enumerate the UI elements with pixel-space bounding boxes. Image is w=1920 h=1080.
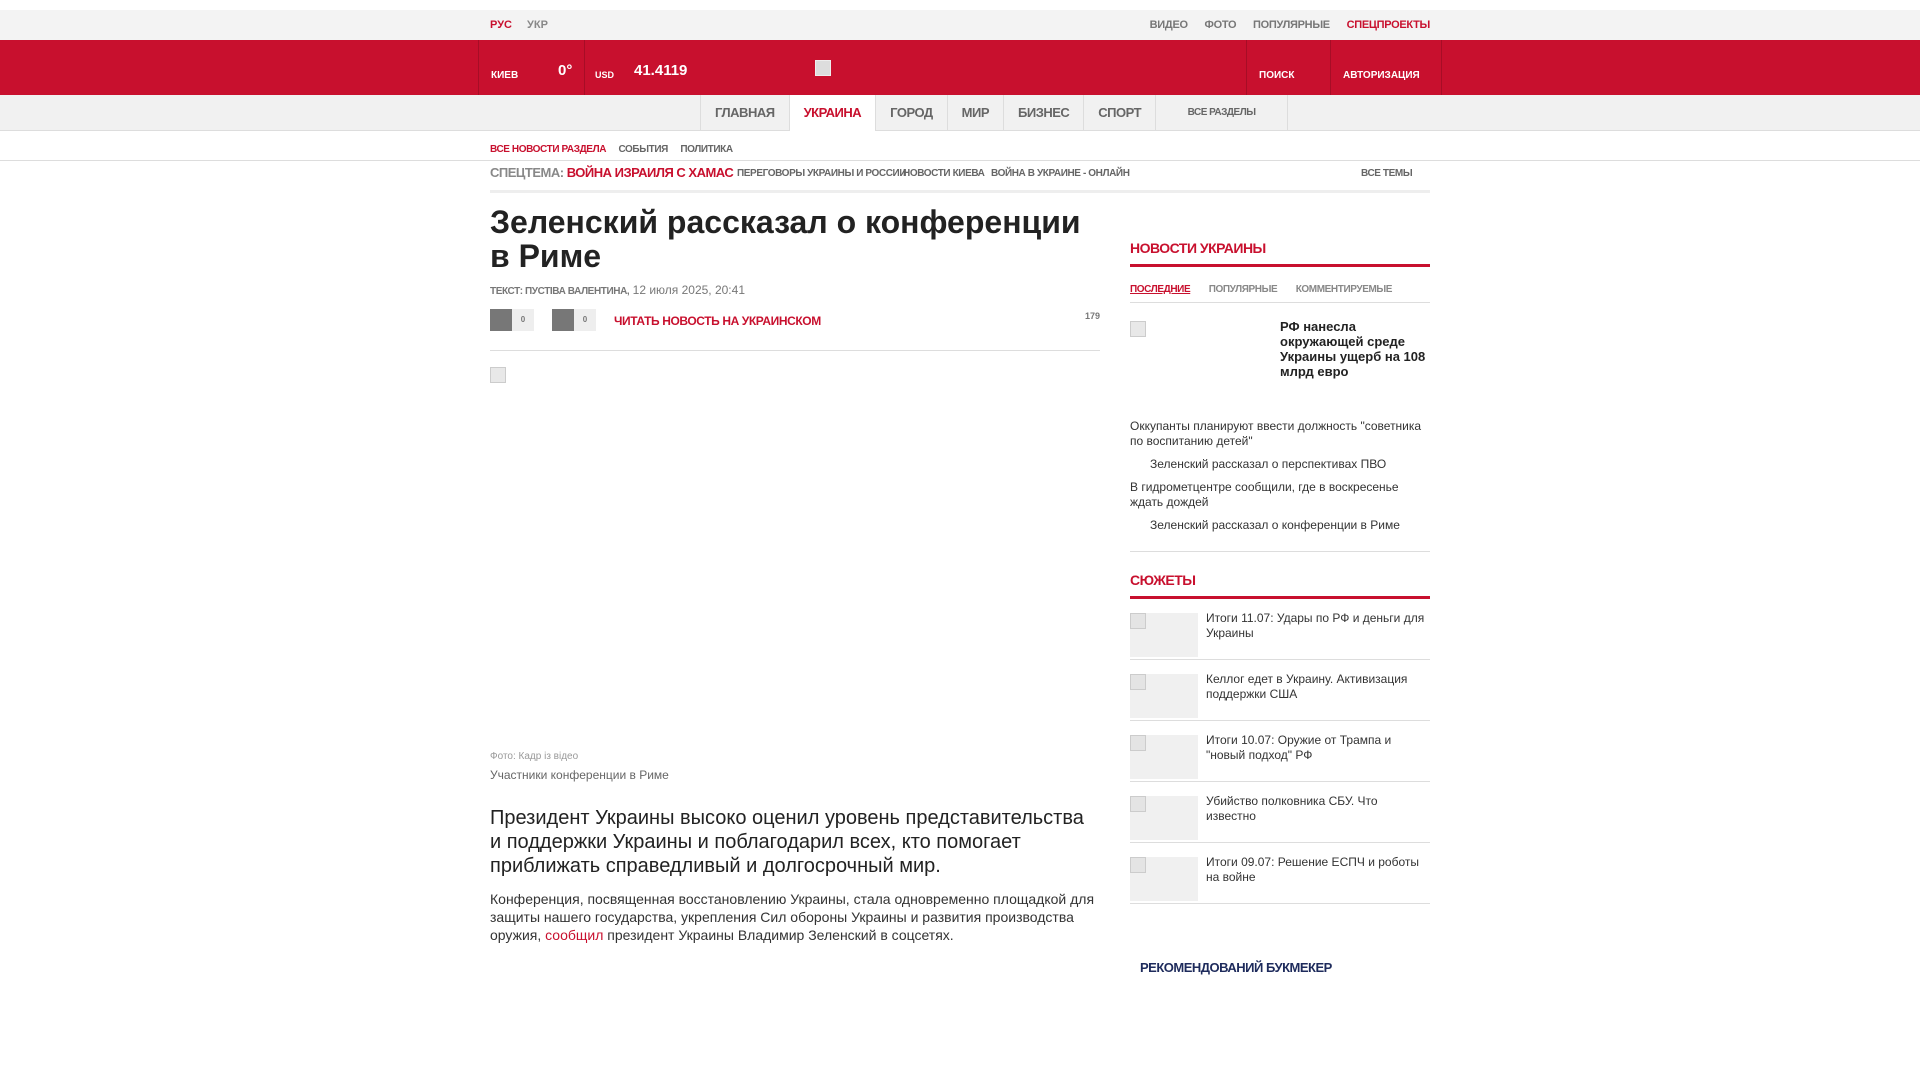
- story-item[interactable]: [1130, 599, 1430, 660]
- stories-section-title[interactable]: СЮЖЕТЫ: [1130, 572, 1430, 599]
- currency-code[interactable]: USD: [584, 40, 624, 95]
- article-title: Зеленский рассказал о конференции в Риме: [490, 204, 1081, 274]
- nav-world[interactable]: МИР: [947, 95, 1003, 131]
- bookmaker-title: РЕКОМЕНДОВАНИЙ БУКМЕКЕР: [1140, 960, 1332, 975]
- story-title[interactable]: Убийство полковника СБУ. Что известно: [1206, 794, 1378, 823]
- article: [490, 205, 1100, 944]
- news-tabs: [1130, 267, 1430, 303]
- share-bar: [490, 309, 1100, 351]
- broken-image-icon: [1130, 613, 1146, 629]
- link-photo[interactable]: ФОТО: [1204, 19, 1237, 31]
- nav-city[interactable]: ГОРОД: [875, 95, 947, 131]
- share-count: 0: [574, 309, 596, 331]
- share-facebook-icon[interactable]: [490, 309, 512, 331]
- article-photo: [490, 367, 1100, 747]
- source-link[interactable]: сообщил: [545, 927, 604, 943]
- read-in-ukrainian-link[interactable]: ЧИТАТЬ НОВОСТЬ НА УКРАИНСКОМ: [614, 314, 821, 328]
- language-switcher: [490, 19, 560, 31]
- news-list: [1130, 415, 1430, 552]
- news-section-title[interactable]: НОВОСТИ УКРАИНЫ: [1130, 240, 1430, 267]
- theme-link[interactable]: ВОЙНА В УКРАИНЕ - ОНЛАЙН: [991, 168, 1130, 179]
- auth-button[interactable]: АВТОРИЗАЦИЯ: [1330, 40, 1442, 95]
- broken-image-icon: [1130, 674, 1146, 690]
- list-item[interactable]: Оккупанты планируют ввести должность "советника по воспитанию детей": [1130, 419, 1422, 448]
- story-title[interactable]: Келлог едет в Украину. Активизация поддержки США: [1206, 672, 1408, 701]
- article-date: 12 июля 2025, 20:41: [632, 283, 745, 297]
- site-logo[interactable]: [815, 60, 831, 76]
- article-lead: Президент Украины высоко оценил уровень представительства и поддержки Украины и поблагодарил всех, кто помогает приближать справедливый и долгосрочный мир.: [490, 807, 1084, 877]
- tab-latest[interactable]: ПОСЛЕДНИЕ: [1130, 284, 1191, 295]
- photo-caption: Участники конференции в Риме: [490, 768, 669, 782]
- article-body: Конференция, посвященная восстановлению Украины, стала одновременно площадкой для защиты нашего государства, укрепления Сил обороны Украины и развития производства оружия, сообщил президент Украины Владимир Зеленский в соцсетях.: [490, 891, 1095, 943]
- story-thumbnail[interactable]: [1130, 796, 1198, 840]
- header-red-bar: [0, 40, 1920, 95]
- story-title[interactable]: Итоги 11.07: Удары по РФ и деньги для Украины: [1206, 611, 1425, 640]
- views-count: 179: [1084, 311, 1100, 321]
- subnav-politics[interactable]: ПОЛИТИКА: [680, 144, 733, 155]
- nav-main[interactable]: ГЛАВНАЯ: [700, 95, 789, 131]
- story-thumbnail[interactable]: [1130, 735, 1198, 779]
- all-themes-link[interactable]: ВСЕ ТЕМЫ: [1361, 168, 1413, 179]
- sidebar: [1130, 240, 1430, 975]
- story-item[interactable]: [1130, 721, 1430, 782]
- weather-temp: 0°: [558, 62, 573, 79]
- broken-image-icon: [1130, 735, 1146, 751]
- top-news-title[interactable]: РФ нанесла окружающей среде Украины ущерб на 108 млрд евро: [1280, 319, 1426, 379]
- link-special-projects[interactable]: СПЕЦПРОЕКТЫ: [1346, 19, 1430, 31]
- nav-ukraine[interactable]: УКРАИНА: [789, 95, 876, 131]
- subnav-all-news[interactable]: ВСЕ НОВОСТИ РАЗДЕЛА: [490, 144, 607, 155]
- top-gap: [0, 0, 1920, 10]
- special-themes-bar: [490, 161, 1430, 193]
- nav-all-sections[interactable]: ВСЕ РАЗДЕЛЫ: [1155, 95, 1288, 131]
- nav-business[interactable]: БИЗНЕС: [1003, 95, 1083, 131]
- nav-sport[interactable]: СПОРТ: [1083, 95, 1155, 131]
- link-video[interactable]: ВИДЕО: [1149, 19, 1188, 31]
- story-thumbnail[interactable]: [1130, 613, 1198, 657]
- story-item[interactable]: [1130, 782, 1430, 843]
- sub-nav: [0, 131, 1920, 161]
- broken-image-icon: [1130, 857, 1146, 873]
- broken-image-icon: [490, 367, 506, 383]
- lang-rus[interactable]: РУС: [490, 19, 512, 31]
- list-item[interactable]: В гидрометцентре сообщили, где в воскресенье ждать дождей: [1130, 480, 1399, 509]
- story-thumbnail[interactable]: [1130, 857, 1198, 901]
- article-author[interactable]: ТЕКСТ: ПУСТІВА ВАЛЕНТИНА,: [490, 286, 630, 297]
- special-theme-label: СПЕЦТЕМА: ВОЙНА ИЗРАИЛЯ С ХАМАС: [490, 165, 734, 180]
- search-button[interactable]: ПОИСК: [1246, 40, 1330, 95]
- currency-rate: 41.4119: [634, 62, 688, 79]
- top-news-item[interactable]: [1130, 303, 1430, 415]
- story-thumbnail[interactable]: [1130, 674, 1198, 718]
- theme-link[interactable]: НОВОСТИ КИЕВА: [903, 168, 985, 179]
- list-item[interactable]: Зеленский рассказал о конференции в Риме: [1150, 518, 1400, 532]
- share-count: 0: [512, 309, 534, 331]
- share-telegram-icon[interactable]: [552, 309, 574, 331]
- byline: [490, 283, 1100, 297]
- broken-image-icon: [1130, 796, 1146, 812]
- link-popular[interactable]: ПОПУЛЯРНЫЕ: [1253, 19, 1330, 31]
- story-item[interactable]: [1130, 843, 1430, 904]
- lang-ukr[interactable]: УКР: [527, 19, 548, 31]
- tab-popular[interactable]: ПОПУЛЯРНЫЕ: [1208, 284, 1278, 295]
- photo-credit: Фото: Кадр із відео: [490, 751, 579, 762]
- story-title[interactable]: Итоги 10.07: Оружие от Трампа и "новый подход" РФ: [1206, 733, 1392, 762]
- broken-image-icon: [1130, 321, 1146, 337]
- top-links: [1136, 19, 1430, 31]
- top-bar: [0, 10, 1920, 40]
- list-item[interactable]: Зеленский рассказал о перспективах ПВО: [1150, 457, 1387, 471]
- weather-city[interactable]: КИЕВ: [478, 40, 536, 95]
- special-theme-link[interactable]: ВОЙНА ИЗРАИЛЯ С ХАМАС: [566, 165, 734, 180]
- story-item[interactable]: [1130, 660, 1430, 721]
- main-nav: [0, 95, 1920, 131]
- theme-link[interactable]: ПЕРЕГОВОРЫ УКРАИНЫ И РОССИИ: [737, 168, 907, 179]
- subnav-events[interactable]: СОБЫТИЯ: [618, 144, 668, 155]
- story-title[interactable]: Итоги 09.07: Решение ЕСПЧ и роботы на войне: [1206, 855, 1419, 884]
- tab-commented[interactable]: КОММЕНТИРУЕМЫЕ: [1295, 284, 1393, 295]
